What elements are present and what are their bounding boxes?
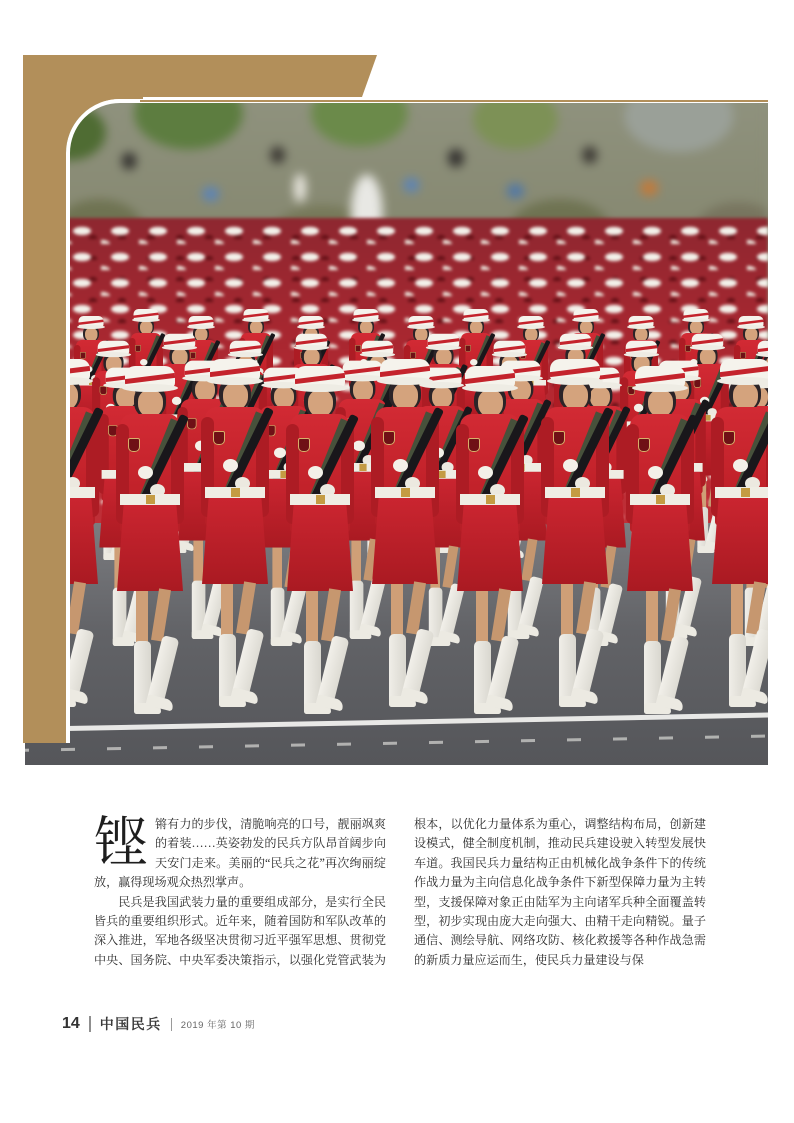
page-number: 14 (62, 1015, 80, 1032)
marcher-figure (618, 364, 702, 714)
article-body (94, 815, 706, 972)
marcher-figure (703, 357, 768, 707)
paragraph-second: 民兵是我国武装力量的重要组成部分，是实行全民皆兵的重要组织形式。近年来，随着国防和军队改革的深入推进，军地各级坚决贯彻习近平强军思想、贯彻党中央、国务院、中央军委决策指示，以强化党管武装为根本，以优化力量体系为重心，调整结构布局，创新建设模式，健全制度机制，推动民兵建设驶入转型发展快车道。我国民兵力量结构正由机械化战争条件下的传统作战力量为主向信息化战争条件下新型保障力量为主转型，支援保障对象正由陆军为主向诸军兵种全面覆盖转型，初步实现由庞大走向强大、由精干走向精锐。量子通信、测绘导航、网络攻防、核化救援等各种作战急需的新质力量应运而生，使民兵力量建设与保 (94, 817, 706, 967)
magazine-title: 中国民兵 (99, 1016, 162, 1032)
marcher-figure (108, 364, 192, 714)
parade-photo (25, 103, 768, 765)
gold-accent-bar (23, 175, 70, 743)
marcher-figure (363, 357, 447, 707)
marcher-figure (533, 357, 617, 707)
parade-ranks (25, 103, 768, 765)
marcher-figure (278, 364, 362, 714)
paragraph-lead-text: 锵有力的步伐，清脆响亮的口号，靓丽飒爽的着装……英姿勃发的民兵方队昂首阔步向天安门走来。美丽的“民兵之花”再次绚丽绽放，赢得现场观众热烈掌声。 (94, 817, 386, 890)
paragraph-lead (94, 815, 386, 893)
gold-corner-accent (23, 55, 143, 175)
gold-accent-rule (140, 100, 768, 102)
marcher-figure (193, 357, 277, 707)
issue-label: 2019 年第 10 期 (180, 1020, 255, 1031)
marcher-figure (448, 364, 532, 714)
footer-divider (89, 1016, 91, 1032)
footer-divider (171, 1018, 172, 1031)
page-footer (62, 1014, 255, 1034)
drop-cap: 铿 (94, 815, 148, 873)
